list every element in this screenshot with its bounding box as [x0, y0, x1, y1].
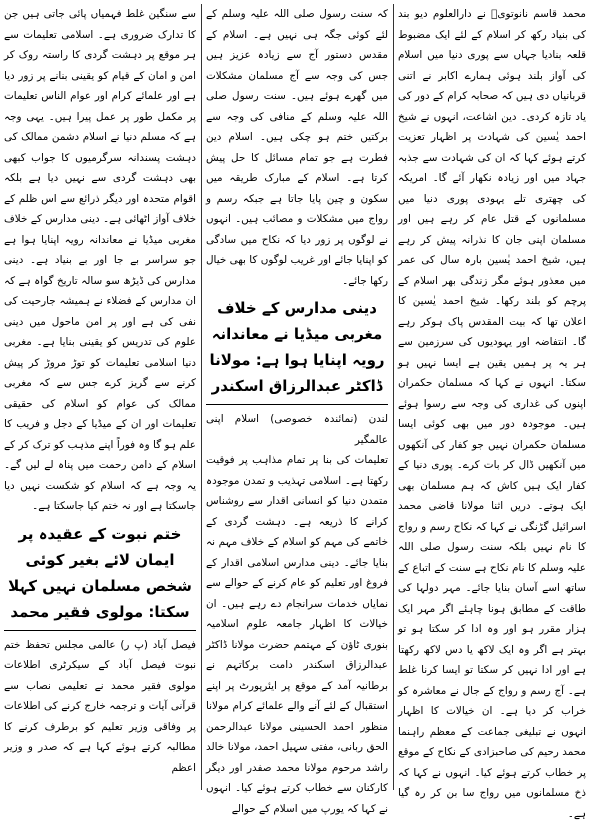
column-middle [206, 4, 388, 815]
article-paragraph: تعلیمات کی بنا پر تمام مذاہب پر فوقیت رکھتا ہے۔ اسلامی تہذیب و تمدن موجودہ متمدن دنیا کو انسانی اقدار سے روشناس کرانے کا ذریعہ ہے۔ دہشت گردی کے خاتمے کی مہم کو اسلام کے خلاف مہم نہ بنایا جائے۔ دینی مدارس اسلامی اقدار کے فروغ اور تعلیم کو عام کرنے کے حوالے سے نمایاں خدمات سرانجام دے رہے ہیں۔ ان خیالات کا اظہار جامعہ علوم اسلامیہ بنوری ٹاؤن کے مہتمم حضرت مولانا ڈاکٹر عبدالرزاق اسکندر دامت برکاتہم نے برطانیہ آمد کے موقع پر ایئرپورٹ پر اپنے استقبال کے لئے آنے والے علمائے کرام مولانا منظور احمد الحسینی مولانا عبدالرحمن الحق ربانی، مفتی سہیل احمد، مولانا خالد راشد مرحوم مولانا محمد صفدر اور دیگر کارکنان سے خطاب کرتے ہوئے کیا۔ انہوں نے کہا کہ یورپ میں اسلام کے حوالے [206, 454, 388, 815]
article-paragraph: محمد قاسم نانوتویؒ نے دارالعلوم دیو بند کی بنیاد رکھ کر اسلام کے لئے ایک مضبوط قلعہ بنادیا جہاں سے پوری دنیا میں اسلام کی آواز بلند ہوئی ہمارے اکابر نے اتنی قربانیاں دی ہیں کہ صحابہ کرام کے دور کی یاد تازہ کردی۔ دین اشاعت، انہوں نے شیخ احمد یٰسین کی شہادت پر اظہار تعزیت کرتے ہوئے کہا کہ ان کی شہادت سے جذبہ جہاد میں اور زیادہ نکھار آئے گا۔ امریکہ کی چھتری تلے یہودی پوری دنیا میں مسلمانوں کے قتل عام کر رہے ہیں اور مسلمان اپنی جان کا نذرانہ پیش کر رہے ہیں، شیخ احمد یٰسین بارہ سال کی عمر میں معذور ہوئے مگر زندگی بھر اسلام کے پرچم کو بلند رکھا۔ شیخ احمد یٰسین کا اعلان تھا کہ بیت المقدس پاک ہوکر رہے گا۔ انتفاضہ اور یہودیوں کی سرزمین سے ہر یہ پر ہمیں یقین ہے ایسا نہیں ہو سکتا۔ انہوں نے کہا کہ مسلمان حکمران اپنوں کی غداری کی وجہ سے رسوا ہوئے ہیں۔ موجودہ دور میں بھی کوئی ایسا مسلمان حکمران نہیں جو کفار کی آنکھوں میں آنکھیں ڈال کر بات کرے۔ پوری دنیا کے کفار ایک ہیں کاش کہ ہم مسلمان بھی ایک ہوتے۔ دریں اثنا مولانا قاضی محمد اسرائیل گڑنگی نے کہا کہ نکاح رسم و رواج کا نام نہیں بلکہ سنت رسول صلی اللہ علیہ وسلم کا نام نکاح ہے سنت کے اتباع کے ساتھ اسے آسان بنایا جائے۔ مہر دولہا کی طاقت کے مطابق ہونا چاہئے اگر مہر ایک ہزار مقرر ہو اور وہ ادا کر سکتا ہو تو بہتر ہے اگر وہ ایک لاکھ یا دس لاکھ رکھتا ہے اور ادا نہیں کر سکتا تو ایسا کرنا غلط ہے۔ آج رسم و رواج کے جال نے معاشرہ کو خراب کر دیا ہے۔ ان خیالات کا اظہار انہوں نے تبلیغی جماعت کے معظم راہنما محمد رحیم کی صاحبزادی کے نکاح کے موقع پر خطاب کرتے ہوئے کیا۔ انہوں نے کہا کہ ذخ مسلمانوں میں رواج سا بن کر رہ گیا ہے۔ [398, 8, 586, 820]
article-headline: ختم نبوت کے عقیدہ پر ایمان لائے بغیر کوئی شخص مسلمان نہیں کہلا سکتا: مولوی فقیر محمد [8, 524, 192, 621]
article-paragraph: سے سنگین غلط فہمیاں پائی جاتی ہیں جن کا تدارک ضروری ہے۔ اسلامی تعلیمات سے ہر موقع پر دہشت گردی کا راستہ روک کر امن و امان کے قیام کو یقینی بنانے پر زور دیا ہے اور علمائے کرام اور عوام الناس تعلیمات پر مکمل طور پر عمل پیرا ہیں۔ یہی وجہ ہے کہ مسلم دنیا نے اسلام دشمن ممالک کی دہشت پسندانہ سرگرمیوں کا جواب کبھی بھی دہشت گردی سے نہیں دیا ہے بلکہ اقوام متحدہ اور دیگر ذرائع سے اس ظلم کے خلاف آواز اٹھائی ہے۔ دینی مدارس کے خلاف مغربی میڈیا نے معاندانہ رویہ اپنایا ہوا ہے جو سراسر بے جا اور بے بنیاد ہے۔ دینی مدارس کی ڈیڑھ سو سالہ تاریخ گواہ ہے کہ ان مدارس کے فضلاء نے ہمیشہ جارحیت کی نفی کی ہے اور پر امن ماحول میں دینی علوم کی تدریس کو یقینی بنایا ہے۔ مغربی دنیا اسلامی تعلیمات کو توڑ مروڑ کر پیش کرنے سے گریز کرے جس سے کہ مغربی ممالک کی عوام کو اسلام کی حقیقی تعلیمات اور ان کے میڈیا کے دجل و فریب کا علم ہو گا وہ فوراً اپنے مذہب کو ترک کر کے اسلام کے دامن رحمت میں پناہ لے لیں گے۔ یہ وجہ ہے کہ اسلام کو شکست نہیں دیا جاسکتا ہے اور نہ ختم کیا جاسکتا ہے۔ [4, 8, 196, 512]
headline-block [206, 295, 388, 405]
column-divider [393, 4, 394, 790]
column-left [4, 4, 196, 792]
article-headline: دینی مدارس کے خلاف مغربی میڈیا نے معاندانہ رویہ اپنایا ہوا ہے: مولانا ڈاکٹر عبدالرزاق اسکندر [209, 299, 385, 395]
article-dateline: لندن (نمائندہ خصوصی) اسلام اپنی عالمگیر [206, 413, 388, 446]
column-right [398, 4, 586, 820]
article-paragraph: فیصل آباد (پ ر) عالمی مجلس تحفظ ختم نبوت فیصل آباد کے سیکرٹری اطلاعات مولوی فقیر محمد نے تعلیمی نصاب سے قرآنی آیات و ترجمہ خارج کرنے کی اطلاعات پر وفاقی وزیر تعلیم کو برطرف کرنے کا مطالبہ کرتے ہوئے کہا ہے کہ صدر و وزیر اعظم [4, 638, 196, 774]
article-paragraph: کہ سنت رسول صلی اللہ علیہ وسلم کے لئے کوئی جگہ ہی نہیں ہے۔ اسلام کے مقدس دستور آج سے زیادہ عزیز ہیں جس کی وجہ سے آج مسلمان مشکلات میں گھرے ہوئے ہیں۔ سنت رسول صلی اللہ علیہ وسلم کے منافی کی وجہ سے برکتیں ختم ہو چکی ہیں۔ اسلام دین فطرت ہے جو تمام مسائل کا حل پیش کرتا ہے۔ اسلام کے مبارک طریقہ میں سکون و چین پایا جاتا ہے جبکہ رسم و رواج میں مشکلات و مصائب ہیں۔ انہوں نے لوگوں پر زور دیا کہ نکاح میں سادگی کو اپنایا جائے اور غریب لوگوں کا بھی خیال رکھا جائے۔ [206, 8, 388, 287]
headline-block [4, 521, 196, 631]
column-divider [201, 4, 202, 790]
